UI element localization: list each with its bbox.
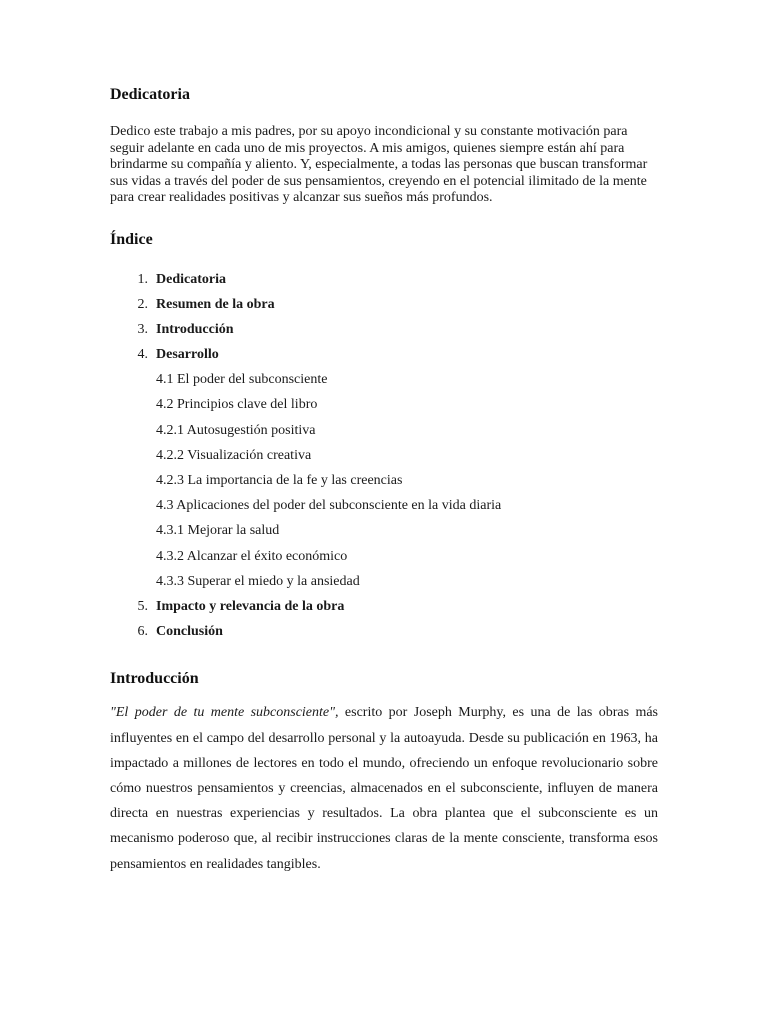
document-content	[110, 84, 658, 877]
toc-item-label: 4.2 Principios clave del libro	[156, 397, 318, 413]
table-of-contents	[110, 271, 658, 649]
toc-item-label: 4.3.2 Alcanzar el éxito económico	[156, 548, 348, 564]
toc-item	[110, 522, 658, 547]
toc-item-label: 4.2.3 La importancia de la fe y las creencias	[156, 473, 403, 488]
toc-item	[110, 623, 658, 648]
toc-item	[110, 346, 658, 371]
toc-item-label: Introducción	[156, 321, 234, 337]
toc-item-label: 4.2.2 Visualización creativa	[156, 447, 312, 463]
indice-heading: Índice	[110, 230, 153, 248]
toc-item-label: Impacto y relevancia de la obra	[156, 598, 345, 614]
toc-item	[110, 422, 658, 447]
toc-item-number: 4.	[137, 347, 148, 363]
toc-item-number: 6.	[137, 624, 148, 640]
toc-item-number: 5.	[137, 598, 148, 614]
toc-item	[110, 573, 658, 598]
toc-item	[110, 548, 658, 573]
introduccion-text: escrito por Joseph Murphy, es una de las obras más influyentes en el campo del desarrollo personal y la autoayuda. Desde su publicación en 1963, ha impactado a millones de lectores en todo el mundo, ofreciendo un enfoque revolucionario sobre cómo nuestros pensamientos y creencias, almacenados en el subconsciente, influyen de manera directa en nuestras experiencias y resultados. La obra plantea que el subconsciente es un mecanismo poderoso que, al recibir instrucciones claras de la mente consciente, transforma esos pensamientos en realidades tangibles.	[110, 705, 658, 872]
toc-item-number: 3.	[137, 321, 148, 337]
toc-item	[110, 472, 658, 497]
toc-item	[110, 396, 658, 421]
toc-item	[110, 296, 658, 321]
toc-item-label: Dedicatoria	[156, 271, 226, 287]
toc-item	[110, 321, 658, 346]
toc-item-label: 4.3 Aplicaciones del poder del subconsciente en la vida diaria	[156, 498, 502, 514]
toc-item	[110, 497, 658, 522]
toc-item-label: Resumen de la obra	[156, 296, 275, 312]
toc-item-number: 2.	[137, 296, 148, 312]
introduccion-heading: Introducción	[110, 670, 199, 688]
dedicatoria-paragraph: Dedico este trabajo a mis padres, por su apoyo incondicional y su constante motivación para seguir adelante en cada uno de mis proyectos. A mis amigos, quienes siempre están ahí para brindarme su compañía y aliento. Y, especialmente, a todas las personas que buscan transformar sus vidas a través del poder de sus pensamientos, creyendo en el potencial ilimitado de la mente para crear realidades positivas y alcanzar sus sueños más profundos.	[110, 124, 648, 205]
toc-item-label: 4.2.1 Autosugestión positiva	[156, 422, 316, 438]
toc-item-label: Conclusión	[156, 624, 223, 640]
toc-item-label: Desarrollo	[156, 347, 219, 363]
toc-item-label: 4.3.1 Mejorar la salud	[156, 523, 280, 539]
book-title: "El poder de tu mente subconsciente",	[110, 705, 339, 721]
toc-item	[110, 598, 658, 623]
toc-item	[110, 271, 658, 296]
toc-item-number: 1.	[137, 271, 148, 287]
dedicatoria-heading: Dedicatoria	[110, 86, 190, 103]
toc-item-label: 4.1 El poder del subconsciente	[156, 372, 328, 388]
introduccion-paragraph	[110, 700, 658, 876]
toc-item	[110, 447, 658, 472]
toc-item	[110, 371, 658, 396]
toc-item-label: 4.3.3 Superar el miedo y la ansiedad	[156, 573, 360, 589]
